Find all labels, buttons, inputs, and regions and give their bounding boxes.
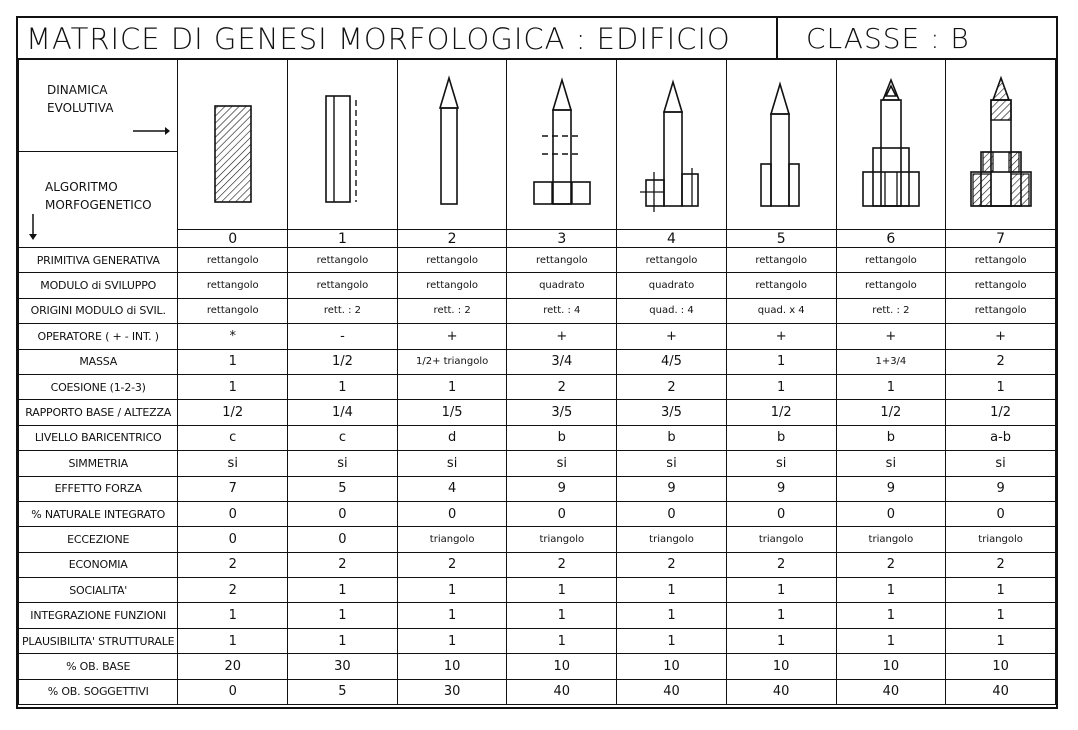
- cell-value: 0: [507, 501, 617, 526]
- cell-value: 1/2: [946, 400, 1056, 425]
- cell-value: 10: [617, 654, 727, 679]
- row-label: % OB. SOGGETTIVI: [19, 679, 178, 704]
- matrix-sheet: [16, 16, 1058, 709]
- cell-value: 1/2: [178, 400, 288, 425]
- cell-value: 1: [397, 578, 507, 603]
- tower-with-side-blocks-sketch: [727, 60, 835, 228]
- cell-value: c: [178, 425, 288, 450]
- cell-value: 1: [836, 603, 946, 628]
- row-label: OPERATORE ( + - INT. ): [19, 324, 178, 349]
- stage-drawing-4: [617, 59, 727, 230]
- row-label: ECCEZIONE: [19, 527, 178, 552]
- cell-value: 1: [617, 578, 727, 603]
- stage-index-2: 2: [397, 230, 507, 248]
- cell-value: 10: [507, 654, 617, 679]
- table-row: [19, 298, 1056, 323]
- algorithm-label-line2: MORFOGENETICO: [45, 198, 152, 212]
- dynamic-label-line2: EVOLUTIVA: [47, 101, 114, 115]
- arrow-down-icon: [27, 212, 39, 242]
- cell-value: 2: [617, 552, 727, 577]
- cell-value: d: [397, 425, 507, 450]
- cell-value: 1/2+ triangolo: [397, 349, 507, 374]
- cell-value: triangolo: [617, 527, 727, 552]
- cell-value: 40: [507, 679, 617, 704]
- cell-value: 2: [178, 552, 288, 577]
- table-row: [19, 628, 1056, 653]
- cell-value: quad. x 4: [726, 298, 836, 323]
- cell-value: 10: [946, 654, 1056, 679]
- cell-value: 40: [836, 679, 946, 704]
- cell-value: quadrato: [617, 273, 727, 298]
- cell-value: b: [726, 425, 836, 450]
- cell-value: 1/2: [288, 349, 398, 374]
- cell-value: rettangolo: [178, 298, 288, 323]
- row-label: SIMMETRIA: [19, 451, 178, 476]
- cell-value: 30: [397, 679, 507, 704]
- cell-value: 1: [507, 578, 617, 603]
- cell-value: rettangolo: [397, 273, 507, 298]
- cell-value: *: [178, 324, 288, 349]
- row-label: MODULO di SVILUPPO: [19, 273, 178, 298]
- cell-value: 3/5: [617, 400, 727, 425]
- cell-value: 3/5: [507, 400, 617, 425]
- row-label: ORIGINI MODULO di SVIL.: [19, 298, 178, 323]
- cell-value: rettangolo: [507, 248, 617, 273]
- stage-drawing-7: [946, 59, 1056, 230]
- row-label: % NATURALE INTEGRATO: [19, 501, 178, 526]
- stage-index-5: 5: [726, 230, 836, 248]
- cell-value: 30: [288, 654, 398, 679]
- cell-value: rettangolo: [288, 248, 398, 273]
- cell-value: 7: [178, 476, 288, 501]
- cell-value: 2: [507, 374, 617, 399]
- cell-value: 1: [726, 349, 836, 374]
- cell-value: b: [507, 425, 617, 450]
- row-label: LIVELLO BARICENTRICO: [19, 425, 178, 450]
- stage-drawing-5: [726, 59, 836, 230]
- cell-value: 2: [288, 552, 398, 577]
- row-label: RAPPORTO BASE / ALTEZZA: [19, 400, 178, 425]
- cell-value: rettangolo: [726, 248, 836, 273]
- tower-twin-blocks-sketch: [837, 60, 945, 228]
- cell-value: 1: [726, 578, 836, 603]
- cell-value: 1: [836, 578, 946, 603]
- cell-value: 1: [617, 603, 727, 628]
- table-row: [19, 425, 1056, 450]
- stage-index-7: 7: [946, 230, 1056, 248]
- cell-value: 1/5: [397, 400, 507, 425]
- cell-value: 0: [178, 527, 288, 552]
- cell-value: 10: [726, 654, 836, 679]
- cell-value: 0: [726, 501, 836, 526]
- square-modules-tower-sketch: [508, 60, 616, 228]
- stage-index-3: 3: [507, 230, 617, 248]
- tower-with-spire-sketch: [398, 60, 506, 228]
- row-label: ECONOMIA: [19, 552, 178, 577]
- title-bar: [18, 18, 1056, 60]
- cell-value: -: [288, 324, 398, 349]
- cell-value: rettangolo: [397, 248, 507, 273]
- table-row: [19, 273, 1056, 298]
- page-title: MATRICE DI GENESI MORFOLOGICA : EDIFICIO: [26, 22, 731, 56]
- row-label: EFFETTO FORZA: [19, 476, 178, 501]
- cell-value: triangolo: [836, 527, 946, 552]
- cell-value: 1: [178, 374, 288, 399]
- hatched-tower-with-blocks-sketch: [947, 60, 1055, 228]
- cell-value: 0: [617, 501, 727, 526]
- table-row: [19, 679, 1056, 704]
- cell-value: si: [397, 451, 507, 476]
- cell-value: 2: [397, 552, 507, 577]
- cell-value: 40: [946, 679, 1056, 704]
- cell-value: si: [726, 451, 836, 476]
- cell-value: si: [178, 451, 288, 476]
- offset-modules-tower-sketch: [618, 60, 726, 228]
- cell-value: 1: [507, 628, 617, 653]
- algorithm-label-line1: ALGORITMO: [45, 180, 118, 194]
- cell-value: b: [617, 425, 727, 450]
- cell-value: 9: [836, 476, 946, 501]
- table-row: [19, 374, 1056, 399]
- cell-value: +: [397, 324, 507, 349]
- cell-value: 9: [507, 476, 617, 501]
- cell-value: rett. : 2: [397, 298, 507, 323]
- cell-value: 2: [946, 349, 1056, 374]
- stage-index-0: 0: [178, 230, 288, 248]
- cell-value: si: [836, 451, 946, 476]
- cell-value: rettangolo: [836, 273, 946, 298]
- cell-value: +: [726, 324, 836, 349]
- table-row: [19, 527, 1056, 552]
- cell-value: +: [946, 324, 1056, 349]
- cell-value: 2: [507, 552, 617, 577]
- table-row: [19, 578, 1056, 603]
- cell-value: 1: [726, 374, 836, 399]
- stage-drawing-3: [507, 59, 617, 230]
- row-label: INTEGRAZIONE FUNZIONI: [19, 603, 178, 628]
- cell-value: 4: [397, 476, 507, 501]
- table-row: [19, 451, 1056, 476]
- cell-value: si: [507, 451, 617, 476]
- cell-value: 40: [726, 679, 836, 704]
- cell-value: 0: [288, 527, 398, 552]
- cell-value: rett. : 2: [836, 298, 946, 323]
- cell-value: 2: [617, 374, 727, 399]
- cell-value: rettangolo: [178, 273, 288, 298]
- cell-value: rettangolo: [178, 248, 288, 273]
- header-row-dynamic: [19, 59, 1056, 152]
- cell-value: 1: [507, 603, 617, 628]
- stage-index-1: 1: [288, 230, 398, 248]
- cell-value: triangolo: [397, 527, 507, 552]
- dynamic-header-cell: [19, 59, 178, 152]
- cell-value: 3/4: [507, 349, 617, 374]
- cell-value: 1/2: [836, 400, 946, 425]
- class-label: CLASSE : B: [806, 22, 970, 55]
- cell-value: 0: [946, 501, 1056, 526]
- row-label: MASSA: [19, 349, 178, 374]
- cell-value: quadrato: [507, 273, 617, 298]
- cell-value: 5: [288, 679, 398, 704]
- table-row: [19, 552, 1056, 577]
- row-label: PLAUSIBILITA' STRUTTURALE: [19, 628, 178, 653]
- cell-value: 1: [288, 578, 398, 603]
- stage-drawing-6: [836, 59, 946, 230]
- cell-value: 1+3/4: [836, 349, 946, 374]
- cell-value: rettangolo: [726, 273, 836, 298]
- cell-value: 2: [946, 552, 1056, 577]
- cell-value: 1: [946, 578, 1056, 603]
- cell-value: triangolo: [946, 527, 1056, 552]
- cell-value: a-b: [946, 425, 1056, 450]
- cell-value: 1: [946, 628, 1056, 653]
- cell-value: 2: [178, 578, 288, 603]
- cell-value: rettangolo: [946, 298, 1056, 323]
- cell-value: +: [507, 324, 617, 349]
- cell-value: 4/5: [617, 349, 727, 374]
- cell-value: 9: [946, 476, 1056, 501]
- row-label: PRIMITIVA GENERATIVA: [19, 248, 178, 273]
- cell-value: si: [288, 451, 398, 476]
- algorithm-header-cell: [19, 152, 178, 248]
- dynamic-label-line1: DINAMICA: [47, 83, 108, 97]
- cell-value: 10: [836, 654, 946, 679]
- cell-value: b: [836, 425, 946, 450]
- cell-value: 1: [726, 603, 836, 628]
- stage-drawing-2: [397, 59, 507, 230]
- stage-drawing-0: [178, 59, 288, 230]
- cell-value: rett. : 2: [288, 298, 398, 323]
- cell-value: c: [288, 425, 398, 450]
- cell-value: 1/2: [726, 400, 836, 425]
- table-row: [19, 476, 1056, 501]
- cell-value: quad. : 4: [617, 298, 727, 323]
- row-label: SOCIALITA': [19, 578, 178, 603]
- cell-value: 2: [836, 552, 946, 577]
- cell-value: 1: [397, 374, 507, 399]
- cell-value: rettangolo: [836, 248, 946, 273]
- stage-index-4: 4: [617, 230, 727, 248]
- cell-value: 1/4: [288, 400, 398, 425]
- double-rectangle-sketch: [288, 60, 396, 228]
- cell-value: rett. : 4: [507, 298, 617, 323]
- cell-value: 1: [726, 628, 836, 653]
- table-row: [19, 603, 1056, 628]
- cell-value: 20: [178, 654, 288, 679]
- cell-value: rettangolo: [946, 248, 1056, 273]
- cell-value: 0: [178, 501, 288, 526]
- cell-value: 9: [617, 476, 727, 501]
- row-label: COESIONE (1-2-3): [19, 374, 178, 399]
- cell-value: 1: [178, 603, 288, 628]
- class-box: [776, 18, 1056, 58]
- cell-value: +: [617, 324, 727, 349]
- table-row: [19, 324, 1056, 349]
- cell-value: 5: [288, 476, 398, 501]
- arrow-right-icon: [131, 125, 171, 137]
- table-row: [19, 400, 1056, 425]
- cell-value: rettangolo: [946, 273, 1056, 298]
- cell-value: 0: [836, 501, 946, 526]
- cell-value: si: [946, 451, 1056, 476]
- cell-value: 10: [397, 654, 507, 679]
- cell-value: 1: [836, 628, 946, 653]
- cell-value: 1: [397, 603, 507, 628]
- table-row: [19, 248, 1056, 273]
- cell-value: rettangolo: [288, 273, 398, 298]
- cell-value: rettangolo: [617, 248, 727, 273]
- cell-value: 9: [726, 476, 836, 501]
- cell-value: triangolo: [507, 527, 617, 552]
- stage-drawing-1: [288, 59, 398, 230]
- cell-value: 1: [288, 628, 398, 653]
- morphology-matrix-table: [18, 58, 1056, 705]
- cell-value: 1: [178, 628, 288, 653]
- cell-value: 1: [946, 374, 1056, 399]
- stage-index-6: 6: [836, 230, 946, 248]
- cell-value: triangolo: [726, 527, 836, 552]
- table-row: [19, 349, 1056, 374]
- row-label: % OB. BASE: [19, 654, 178, 679]
- cell-value: 1: [946, 603, 1056, 628]
- table-row: [19, 501, 1056, 526]
- cell-value: 1: [836, 374, 946, 399]
- cell-value: 1: [288, 603, 398, 628]
- hatched-rectangle-sketch: [179, 60, 287, 228]
- cell-value: 1: [178, 349, 288, 374]
- table-row: [19, 654, 1056, 679]
- cell-value: 2: [726, 552, 836, 577]
- cell-value: +: [836, 324, 946, 349]
- cell-value: 0: [288, 501, 398, 526]
- cell-value: 1: [397, 628, 507, 653]
- cell-value: 1: [617, 628, 727, 653]
- cell-value: 0: [178, 679, 288, 704]
- cell-value: 40: [617, 679, 727, 704]
- cell-value: si: [617, 451, 727, 476]
- cell-value: 0: [397, 501, 507, 526]
- cell-value: 1: [288, 374, 398, 399]
